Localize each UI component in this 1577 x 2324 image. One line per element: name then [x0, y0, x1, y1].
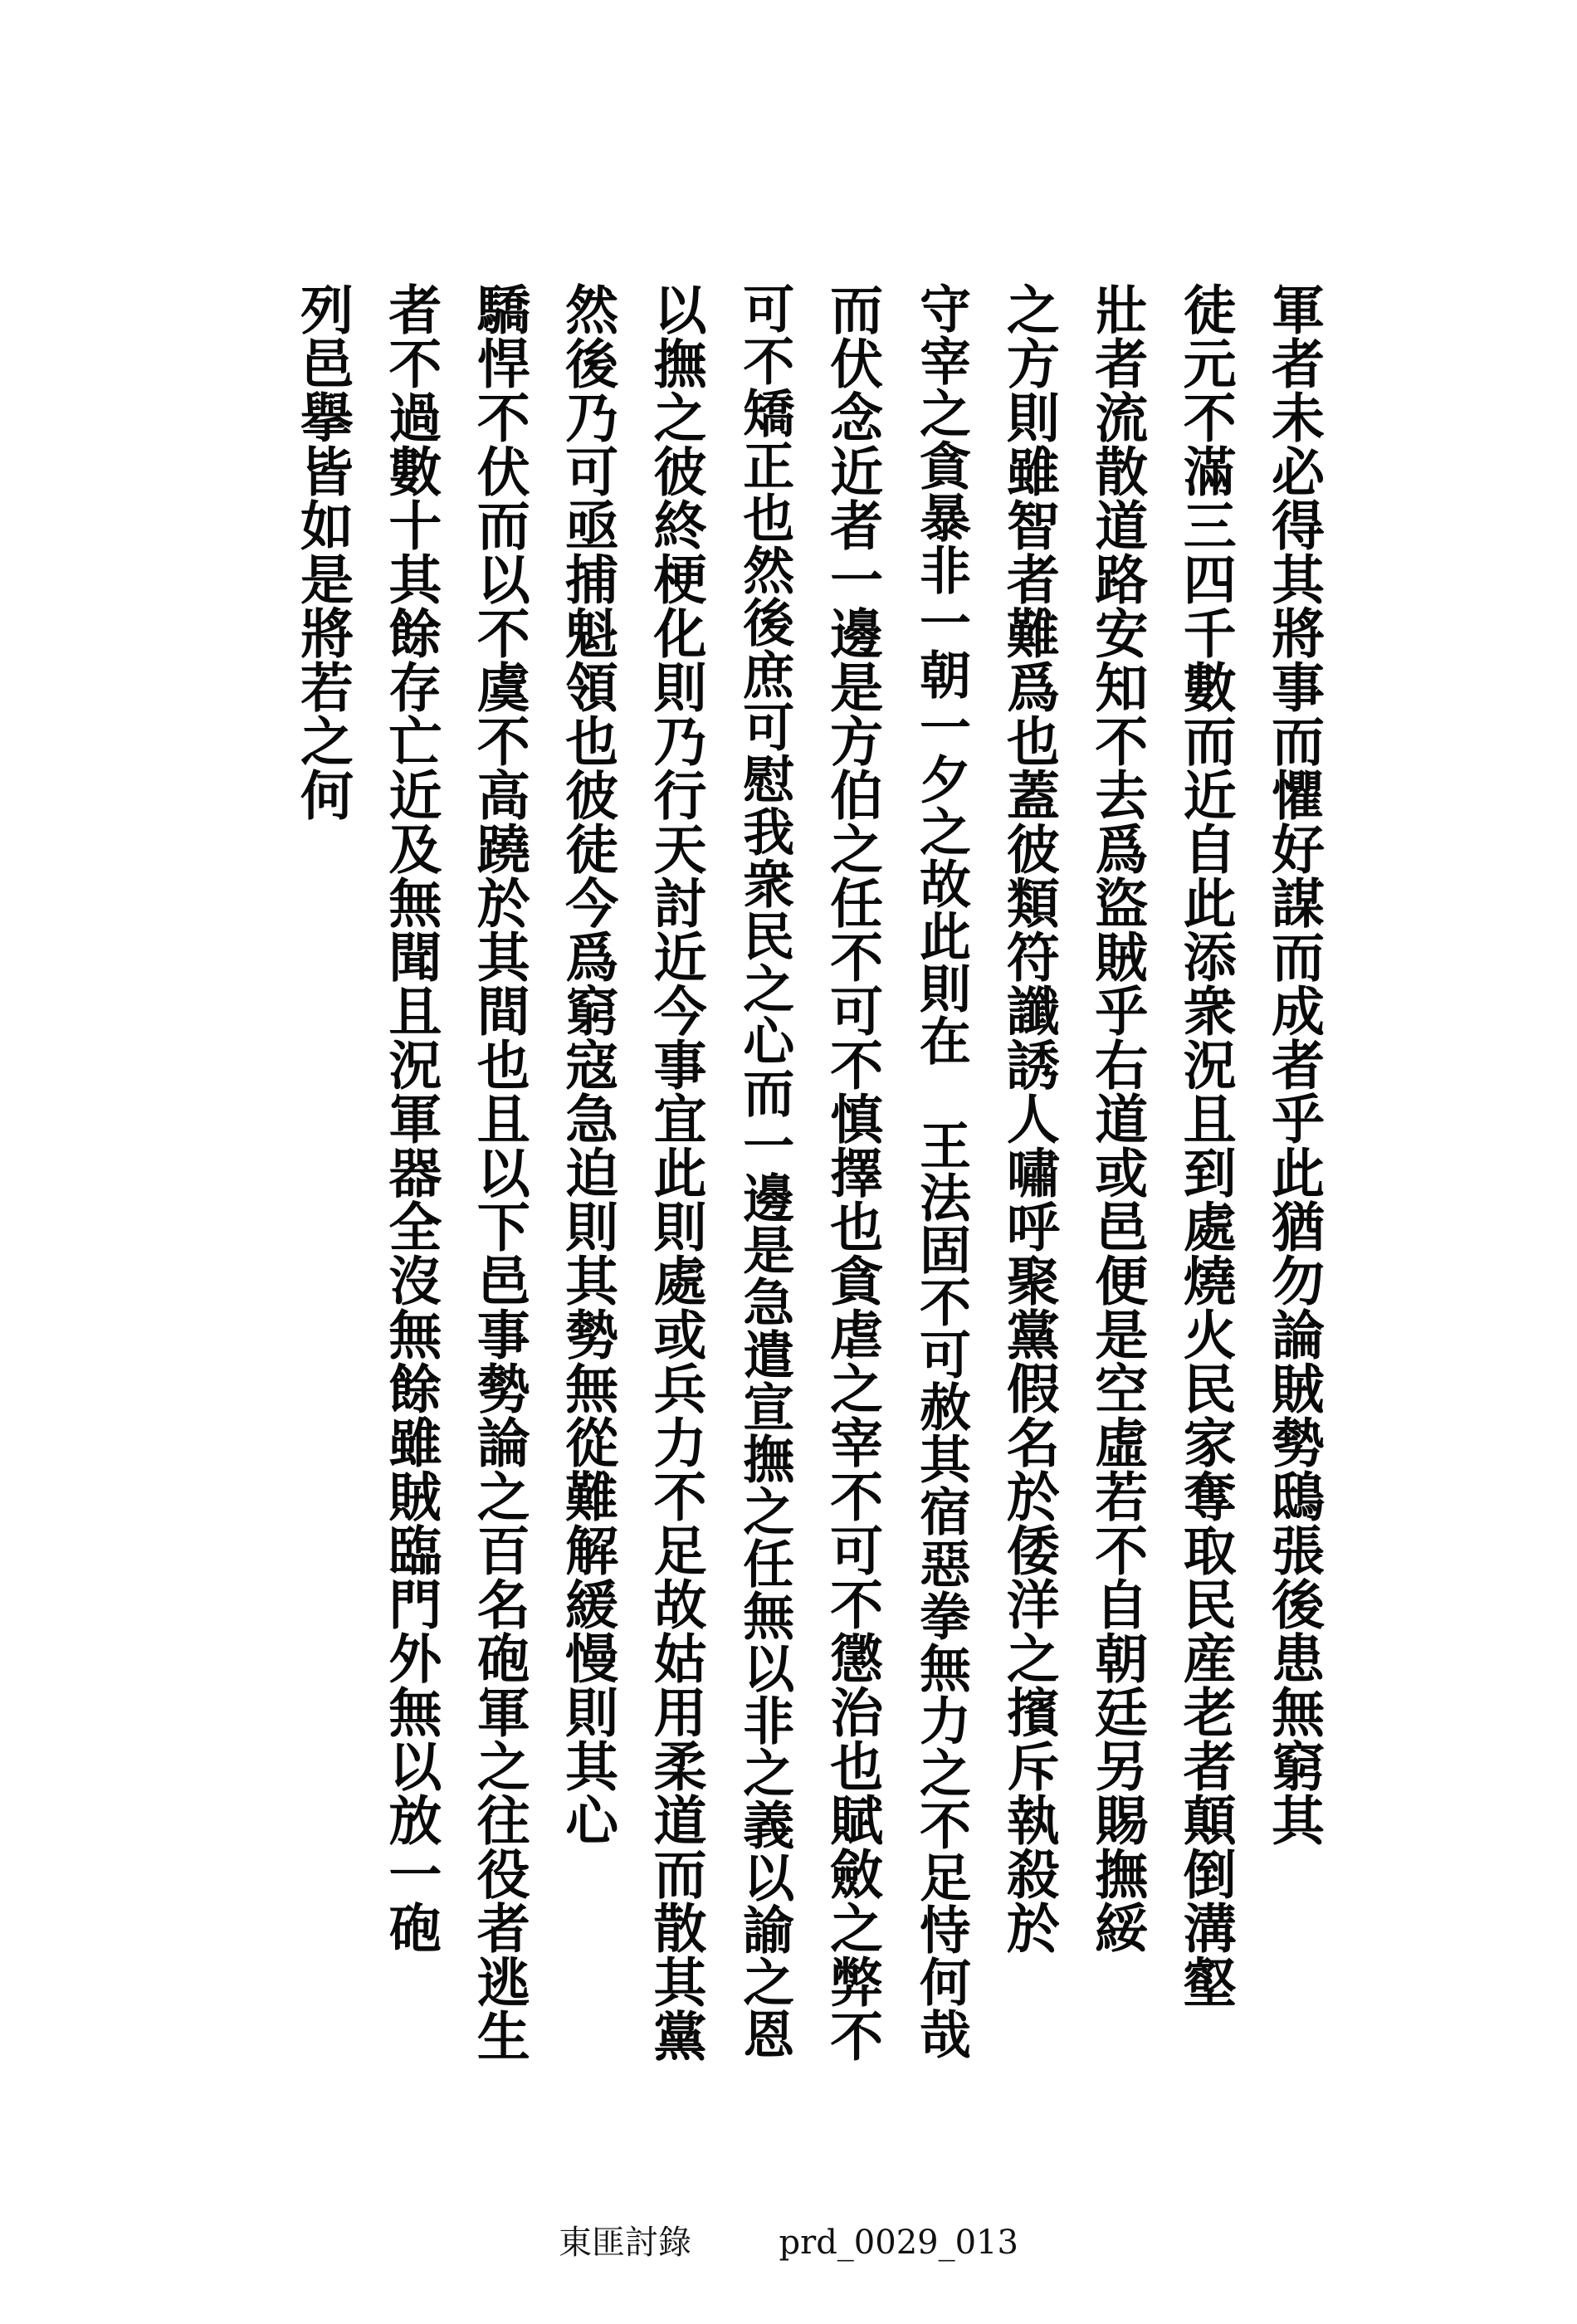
- text-column-7: 可不矯正也然後庶可慰我衆民之心而一邊是急遣宣撫之任無以非之義以諭之恩: [734, 282, 795, 2060]
- text-column-5: 守宰之貪暴非一朝一夕之故此則在 王法固不可赦其宿惡拳無力之不足恃何哉: [911, 282, 972, 2060]
- text-column-6: 而伏念近者一邊是方伯之任不可不慎擇也貪虐之宰不可不懲治也賦斂之弊不: [821, 282, 884, 2063]
- text-column-11: 者不過數十其餘存亡近及無聞且況軍器全沒無餘雖賊臨門外無以放一砲: [379, 282, 442, 1955]
- text-column-1: 軍者未必得其將事而懼好謀而成者乎此猶勿論賊勢鴟張後患無窮其: [1262, 282, 1325, 1847]
- footer-title: 東匪討錄: [559, 2224, 692, 2262]
- text-column-4: 之方則雖智者難爲也蓋彼類符讖誘人嘯呼聚黨假名於倭洋之擯斥執殺於: [997, 282, 1060, 1955]
- text-column-3: 壯者流散道路安知不去爲盜賊乎右道或邑便是空虛若不自朝廷另賜撫綏: [1086, 282, 1149, 1955]
- text-column-12: 列邑擧皆如是將若之何: [291, 282, 354, 822]
- vertical-text-block: [274, 282, 1325, 2075]
- text-column-8: 以撫之彼終梗化則乃行天討近今事宜此則處或兵力不足故姑用柔道而散其黨: [644, 282, 707, 2063]
- text-column-9: 然後乃可亟捕魁領也彼徒今爲窮寇急迫則其勢無從難解緩慢則其心: [556, 282, 619, 1847]
- text-column-10: 驕悍不伏而以不虞不高蹺於其間也且以下邑事勢論之百名砲軍之往役者逃生: [467, 282, 530, 2063]
- page-footer: [0, 2216, 1577, 2263]
- footer-code: prd_0029_013: [779, 2224, 1018, 2262]
- text-column-2: 徒元不滿三四千數而近自此添衆況且到處燒火民家奪取民産老者顛倒溝壑: [1174, 282, 1237, 2009]
